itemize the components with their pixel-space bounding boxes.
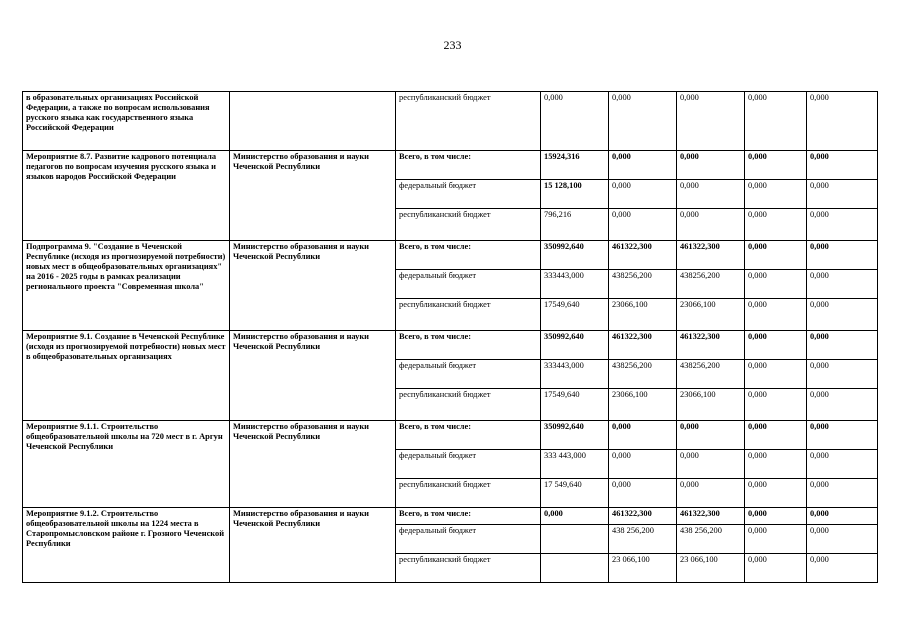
funding-source: республиканский бюджет <box>396 479 541 508</box>
amount-cell: 350992,640 <box>541 241 609 270</box>
amount-cell: 23066,100 <box>609 389 677 421</box>
executor <box>230 92 396 151</box>
amount-cell: 0,000 <box>807 389 878 421</box>
amount-cell: 0,000 <box>807 180 878 209</box>
amount-cell <box>541 525 609 554</box>
amount-cell: 0,000 <box>745 241 807 270</box>
amount-cell: 461322,300 <box>609 508 677 525</box>
executor: Министерство образования и науки Чеченской Республики <box>230 508 396 583</box>
table-row <box>23 331 878 360</box>
amount-cell: 333 443,000 <box>541 450 609 479</box>
amount-cell: 0,000 <box>745 331 807 360</box>
amount-cell: 0,000 <box>745 479 807 508</box>
amount-cell: 0,000 <box>745 270 807 299</box>
amount-cell: 0,000 <box>807 450 878 479</box>
amount-cell: 0,000 <box>745 151 807 180</box>
amount-cell: 350992,640 <box>541 331 609 360</box>
amount-cell: 333443,000 <box>541 360 609 389</box>
executor: Министерство образования и науки Чеченской Республики <box>230 331 396 421</box>
amount-cell: 0,000 <box>807 151 878 180</box>
amount-cell: 438256,200 <box>609 360 677 389</box>
amount-cell: 15924,316 <box>541 151 609 180</box>
amount-cell: 23066,100 <box>677 389 745 421</box>
page-number: 233 <box>443 38 462 52</box>
amount-cell: 0,000 <box>609 209 677 241</box>
amount-cell: 0,000 <box>677 180 745 209</box>
funding-source: федеральный бюджет <box>396 360 541 389</box>
table-row <box>23 151 878 180</box>
amount-cell: 438 256,200 <box>609 525 677 554</box>
measure-name: Мероприятие 9.1.2. Строительство общеобразовательной школы на 1224 места в Старопромысловском районе г. Грозного Чеченской Республики <box>23 508 230 583</box>
amount-cell: 15 128,100 <box>541 180 609 209</box>
amount-cell: 23066,100 <box>677 299 745 331</box>
funding-source: федеральный бюджет <box>396 450 541 479</box>
amount-cell: 0,000 <box>745 525 807 554</box>
amount-cell: 438256,200 <box>677 360 745 389</box>
amount-cell: 796,216 <box>541 209 609 241</box>
amount-cell: 0,000 <box>745 209 807 241</box>
amount-cell: 0,000 <box>609 479 677 508</box>
amount-cell: 0,000 <box>677 450 745 479</box>
amount-cell: 0,000 <box>609 421 677 450</box>
amount-cell: 0,000 <box>807 421 878 450</box>
measure-name: Подпрограмма 9. "Создание в Чеченской Республике (исходя из прогнозируемой потребности) новых мест в общеобразовательных организациях" на 2016 - 2025 годы в рамках реализации регионального проекта "Современная школа" <box>23 241 230 331</box>
table-row <box>23 92 878 151</box>
funding-source: республиканский бюджет <box>396 92 541 151</box>
amount-cell: 0,000 <box>609 180 677 209</box>
amount-cell: 0,000 <box>745 508 807 525</box>
measure-name: Мероприятие 8.7. Развитие кадрового потенциала педагогов по вопросам изучения русского языка и языков народов Российской Федерации <box>23 151 230 241</box>
amount-cell: 0,000 <box>677 92 745 151</box>
amount-cell: 0,000 <box>609 450 677 479</box>
funding-source: республиканский бюджет <box>396 389 541 421</box>
amount-cell: 0,000 <box>807 209 878 241</box>
amount-cell: 0,000 <box>609 92 677 151</box>
amount-cell: 333443,000 <box>541 270 609 299</box>
amount-cell: 0,000 <box>677 151 745 180</box>
measure-name: Мероприятие 9.1. Создание в Чеченской Республике (исходя из прогнозируемой потребности) новых мест в общеобразовательных организациях <box>23 331 230 421</box>
amount-cell: 461322,300 <box>677 508 745 525</box>
amount-cell: 17 549,640 <box>541 479 609 508</box>
funding-source: Всего, в том числе: <box>396 508 541 525</box>
amount-cell: 0,000 <box>807 92 878 151</box>
amount-cell: 461322,300 <box>609 331 677 360</box>
amount-cell: 0,000 <box>745 92 807 151</box>
measure-name: в образовательных организациях Российской Федерации, а также по вопросам использования русского языка как государственного языка Российской Федерации <box>23 92 230 151</box>
funding-source: федеральный бюджет <box>396 525 541 554</box>
budget-table <box>22 91 878 583</box>
amount-cell: 0,000 <box>807 331 878 360</box>
amount-cell: 0,000 <box>745 450 807 479</box>
amount-cell: 23 066,100 <box>677 554 745 583</box>
amount-cell: 0,000 <box>677 209 745 241</box>
amount-cell: 438 256,200 <box>677 525 745 554</box>
amount-cell: 438256,200 <box>609 270 677 299</box>
funding-source: Всего, в том числе: <box>396 151 541 180</box>
amount-cell: 0,000 <box>807 241 878 270</box>
executor: Министерство образования и науки Чеченской Республики <box>230 241 396 331</box>
measure-name: Мероприятие 9.1.1. Строительство общеобразовательной школы на 720 мест в г. Аргун Чеченской Республики <box>23 421 230 508</box>
amount-cell: 0,000 <box>807 554 878 583</box>
amount-cell: 0,000 <box>745 389 807 421</box>
amount-cell: 23066,100 <box>609 299 677 331</box>
executor: Министерство образования и науки Чеченской Республики <box>230 421 396 508</box>
amount-cell: 17549,640 <box>541 299 609 331</box>
amount-cell: 0,000 <box>677 421 745 450</box>
amount-cell: 0,000 <box>677 479 745 508</box>
amount-cell: 438256,200 <box>677 270 745 299</box>
amount-cell: 0,000 <box>541 92 609 151</box>
funding-source: федеральный бюджет <box>396 180 541 209</box>
amount-cell: 0,000 <box>807 360 878 389</box>
amount-cell: 0,000 <box>609 151 677 180</box>
amount-cell: 0,000 <box>745 421 807 450</box>
funding-source: республиканский бюджет <box>396 554 541 583</box>
amount-cell: 0,000 <box>807 479 878 508</box>
table-row <box>23 508 878 525</box>
funding-source: федеральный бюджет <box>396 270 541 299</box>
amount-cell: 350992,640 <box>541 421 609 450</box>
amount-cell: 0,000 <box>807 299 878 331</box>
funding-source: Всего, в том числе: <box>396 421 541 450</box>
table-row <box>23 241 878 270</box>
amount-cell: 0,000 <box>541 508 609 525</box>
amount-cell: 0,000 <box>745 180 807 209</box>
amount-cell: 0,000 <box>807 270 878 299</box>
amount-cell: 23 066,100 <box>609 554 677 583</box>
amount-cell: 0,000 <box>807 508 878 525</box>
funding-source: республиканский бюджет <box>396 209 541 241</box>
amount-cell: 461322,300 <box>677 331 745 360</box>
amount-cell: 0,000 <box>807 525 878 554</box>
amount-cell: 17549,640 <box>541 389 609 421</box>
executor: Министерство образования и науки Чеченской Республики <box>230 151 396 241</box>
amount-cell: 461322,300 <box>609 241 677 270</box>
table-row <box>23 421 878 450</box>
amount-cell: 0,000 <box>745 299 807 331</box>
amount-cell <box>541 554 609 583</box>
funding-source: Всего, в том числе: <box>396 331 541 360</box>
amount-cell: 461322,300 <box>677 241 745 270</box>
amount-cell: 0,000 <box>745 554 807 583</box>
funding-source: республиканский бюджет <box>396 299 541 331</box>
funding-source: Всего, в том числе: <box>396 241 541 270</box>
amount-cell: 0,000 <box>745 360 807 389</box>
